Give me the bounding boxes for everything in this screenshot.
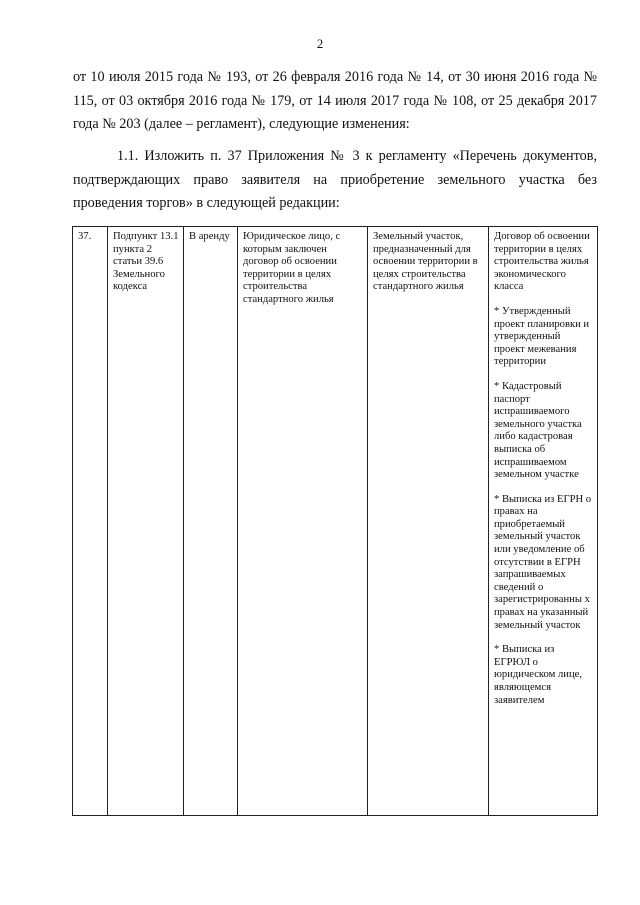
document-item: * Выписка из ЕГРН о правах на приобретаемый земельный участок или уведомление об отсутствии в ЕГРН запрашиваемых сведений о зарегистрированны х правах на указанный земельный участок xyxy=(494,493,592,631)
document-item: Договор об освоении территории в целях строительства жилья экономического класса xyxy=(494,231,590,293)
intro-paragraph: от 10 июля 2015 года № 193, от 26 февраля 2016 года № 14, от 30 июня 2016 года № 115, от 03 октября 2016 года № 179, от 14 июля 2017 года № 108, от 25 декабря 2017 года № 203 (далее – регламент), следующие изменения: xyxy=(73,69,597,132)
applicant-text: Юридическое лицо, с которым заключен договор об освоении территории в целях строительства стандартного жилья xyxy=(243,231,341,305)
page-number: 2 xyxy=(316,36,324,51)
right-type-text: В аренду xyxy=(189,231,230,242)
document-item: * Выписка из ЕГРЮЛ о юридическом лице, являющемся заявителем xyxy=(494,644,582,706)
legal-basis-cell xyxy=(108,227,184,816)
documents-table xyxy=(72,226,598,816)
document-item: * Кадастровый паспорт испрашиваемого земельного участка либо кадастровая выписка об испрашиваемом земельном участке xyxy=(494,380,582,481)
row-number-cell xyxy=(73,227,108,816)
table-row xyxy=(73,227,598,816)
land-plot-cell xyxy=(368,227,489,816)
right-type-cell xyxy=(184,227,238,816)
legal-basis-text: Подпункт 13.1 пункта 2 статьи 39.6 Земельного кодекса xyxy=(113,231,179,293)
applicant-cell xyxy=(238,227,368,816)
documents-cell xyxy=(489,227,598,816)
row-number: 37. xyxy=(78,231,92,242)
document-item: * Утвержденный проект планировки и утвержденный проект межевания территории xyxy=(494,305,590,368)
land-plot-text: Земельный участок, предназначенный для освоении территории в целях строительства стандартного жилья xyxy=(373,231,478,293)
item-paragraph: 1.1. Изложить п. 37 Приложения № 3 к регламенту «Перечень документов, подтверждающих право заявителя на приобретение земельного участка без проведения торгов» в следующей редакции: xyxy=(73,148,597,211)
